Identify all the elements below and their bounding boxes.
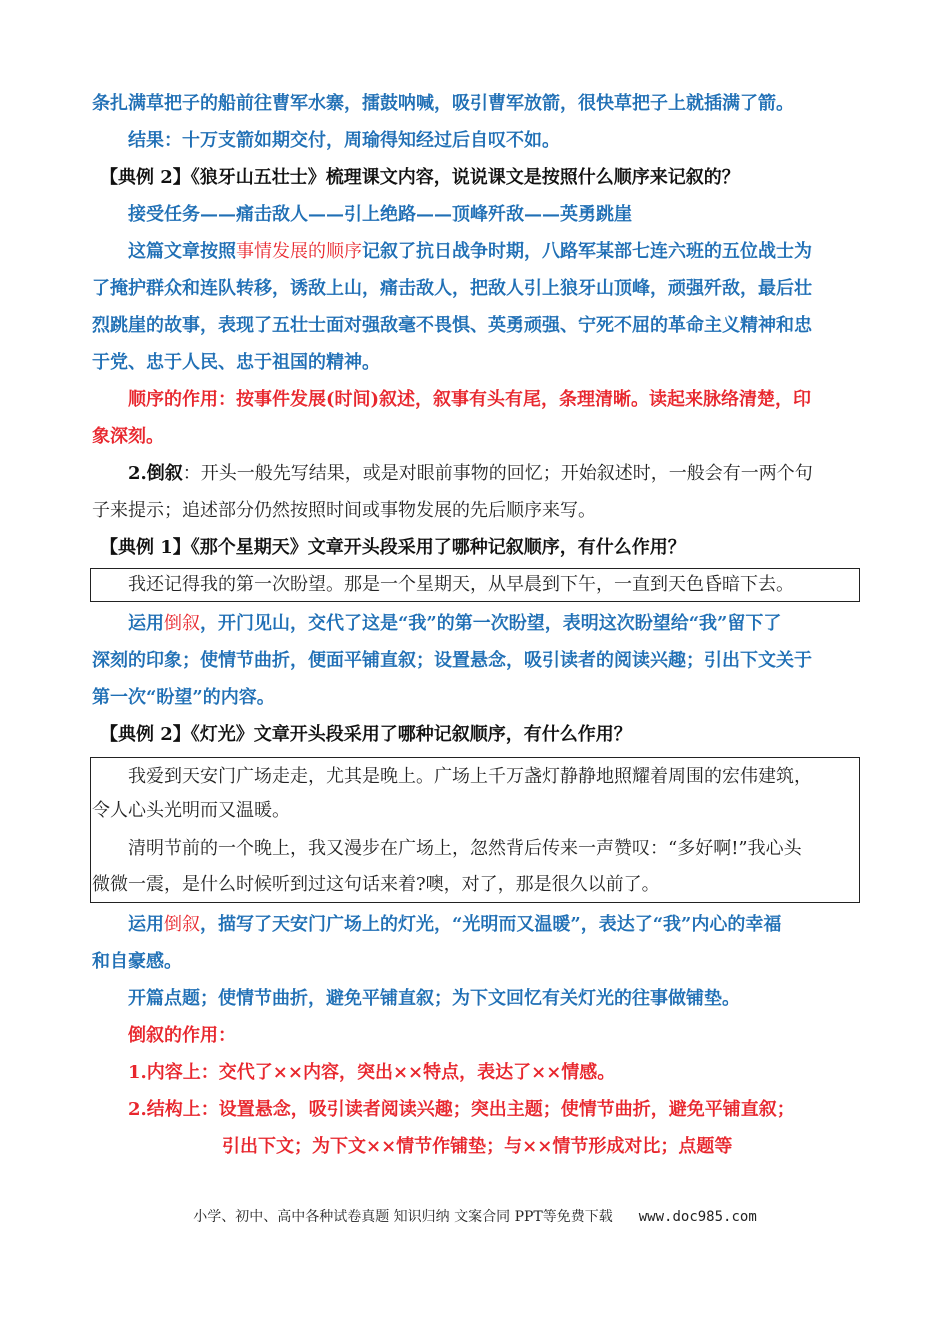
quote-text: 清明节前的一个晚上，我又漫步在广场上，忽然背后传来一声赞叹：“多好啊!”我心头 [128, 838, 802, 859]
example-heading: 【典例 2】《狼牙山五壮士》梳理课文内容，说说课文是按照什么顺序来记叙的？ [100, 167, 740, 188]
text-span: ：开头一般先写结果，或是对眼前事物的回忆；开始叙述时，一般会有一两个句 [182, 463, 813, 484]
highlight-span: 事情发展的顺序 [236, 241, 362, 262]
text-span: ，开门见山，交代了这是“我”的第一次盼望，表明这次盼望给“我”留下了 [200, 613, 782, 634]
text-line [128, 239, 898, 265]
text-line [128, 912, 898, 938]
text-line: 于党、忠于人民、忠于祖国的精神。 [92, 352, 380, 373]
quote-text: 微微一震，是什么时候听到过这句话来着?噢，对了，那是很久以前了。 [92, 874, 660, 895]
text-line [128, 461, 898, 487]
example-heading: 【典例 1】《那个星期天》文章开头段采用了哪种记叙顺序，有什么作用？ [100, 537, 686, 558]
footer-text: 小学、初中、高中各种试卷真题 知识归纳 文案合同 PPT等免费下载 [193, 1209, 613, 1225]
text-line: 倒叙的作用： [128, 1025, 236, 1046]
text-span: 运用 [128, 613, 164, 634]
example-heading: 【典例 2】《灯光》文章开头段采用了哪种记叙顺序，有什么作用？ [100, 724, 632, 745]
text-span: 运用 [128, 914, 164, 935]
section-label: 2.倒叙 [128, 463, 183, 484]
text-line: 条扎满草把子的船前往曹军水寨，擂鼓呐喊，吸引曹军放箭，很快草把子上就插满了箭。 [92, 93, 794, 114]
text-line: 烈跳崖的故事，表现了五壮士面对强敌毫不畏惧、英勇顽强、宁死不屈的革命主义精神和忠 [92, 315, 812, 336]
text-line: 象深刻。 [92, 426, 164, 447]
quote-text: 令人心头光明而又温暖。 [92, 800, 290, 821]
quote-text: 我爱到天安门广场走走，尤其是晚上。广场上千万盏灯静静地照耀着周围的宏伟建筑， [128, 766, 812, 787]
text-span: ，描写了天安门广场上的灯光，“光明而又温暖”，表达了“我”内心的幸福 [200, 914, 782, 935]
text-line: 顺序的作用：按事件发展(时间)叙述，叙事有头有尾，条理清晰。读起来脉络清楚，印 [128, 389, 812, 410]
text-line: 第一次“盼望”的内容。 [92, 687, 275, 708]
highlight-span: 倒叙 [164, 613, 200, 634]
highlight-span: 倒叙 [164, 914, 200, 935]
footer-url[interactable]: www.doc985.com [638, 1209, 757, 1225]
text-line: 了掩护群众和连队转移，诱敌上山，痛击敌人，把敌人引上狼牙山顶峰，顽强歼敌，最后壮 [92, 278, 812, 299]
text-line: 引出下文；为下文××情节作铺垫；与××情节形成对比；点题等 [222, 1136, 733, 1157]
text-line: 2.结构上：设置悬念，吸引读者阅读兴趣；突出主题；使情节曲折，避免平铺直叙； [128, 1099, 795, 1120]
text-line: 开篇点题；使情节曲折，避免平铺直叙；为下文回忆有关灯光的往事做铺垫。 [128, 988, 740, 1009]
text-line: 接受任务——痛击敌人——引上绝路——顶峰歼敌——英勇跳崖 [128, 204, 632, 225]
text-line: 和自豪感。 [92, 951, 182, 972]
text-span: 这篇文章按照 [128, 241, 236, 262]
text-line: 结果：十万支箭如期交付，周瑜得知经过后自叹不如。 [128, 130, 560, 151]
text-line: 1.内容上：交代了××内容，突出××特点，表达了××情感。 [128, 1062, 616, 1083]
quote-text: 我还记得我的第一次盼望。那是一个星期天，从早晨到下午，一直到天色昏暗下去。 [128, 574, 794, 595]
text-line: 深刻的印象；使情节曲折，便面平铺直叙；设置悬念，吸引读者的阅读兴趣；引出下文关于 [92, 650, 812, 671]
text-line: 子来提示；追述部分仍然按照时间或事物发展的先后顺序来写。 [92, 500, 596, 521]
text-span: 记叙了抗日战争时期，八路军某部七连六班的五位战士为 [362, 241, 812, 262]
page-footer [0, 1206, 950, 1226]
text-line [128, 611, 898, 637]
